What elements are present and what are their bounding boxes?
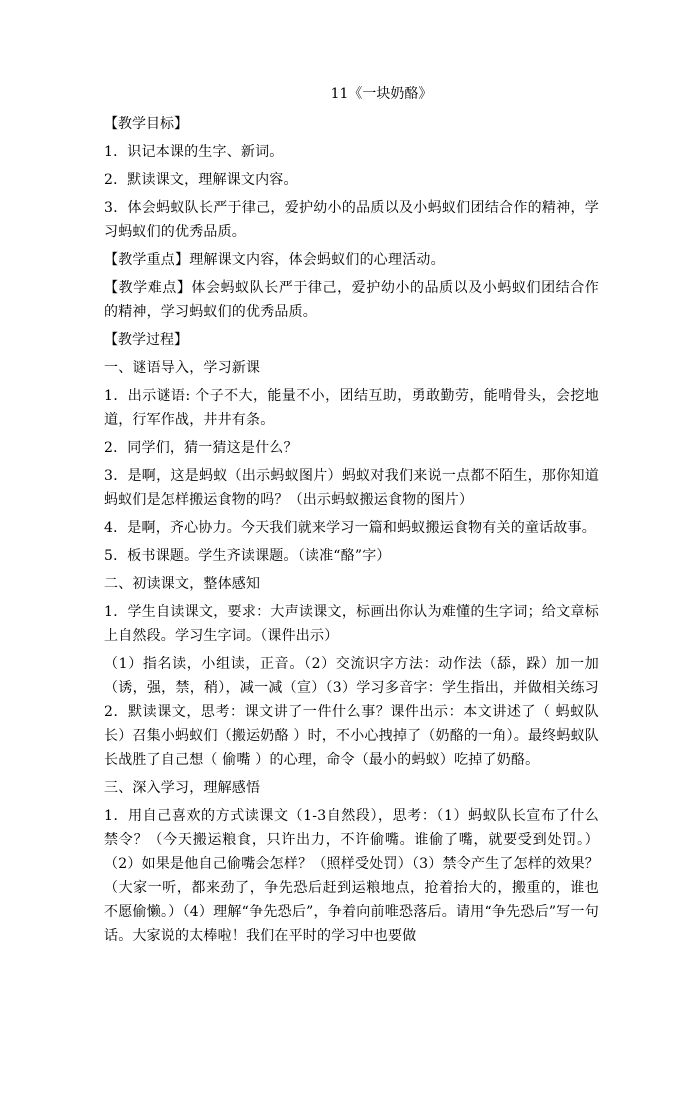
- paragraph: 2．同学们，猜一猜这是什么？: [104, 440, 298, 456]
- document-body: [104, 84, 599, 952]
- paragraph: 4．是啊，齐心协力。今天我们就来学习一篇和蚂蚁搬运食物有关的童话故事。: [104, 520, 596, 536]
- subsection-heading: 一、谜语导入，学习新课: [104, 360, 261, 376]
- paragraph: 5．板书课题。学生齐读课题。（读准“酪”字）: [104, 548, 391, 564]
- paragraph: 1．用自己喜欢的方式读课文（1-3自然段），思考：（1）蚂蚁队长宣布了什么禁令？（今天搬运粮食，只许出力，不许偷嘴。谁偷了嘴，就要受到处罚。）（2）如果是他自己偷嘴会怎样？（照样受处罚）（3）禁令产生了怎样的效果？（大家一听，都来劲了，争先恐后赶到运粮地点，抢着抬大的，搬重的，谁也不愿偷懒。）（4）理解“争先恐后”，争着向前唯恐落后。请用“争先恐后”写一句话。大家说的太棒啦！我们在平时的学习中也要做: [104, 808, 599, 944]
- paragraph: （1）指名读，小组读，正音。（2）交流识字方法：动作法（舔，跺）加一加（诱，强，禁，稍），减一减（宣）（3）学习多音字：学生指出，并做相关练习 2．默读课文，思考：课文讲了一件什么事？课件出示：本文讲述了（ 蚂蚁队长）召集小蚂蚁们（搬运奶酪 ）时，不小心拽掉了（奶酪的一角）。最终蚂蚁队长战胜了自己想（ 偷嘴 ）的心理，命令（最小的蚂蚁）吃掉了奶酪。: [104, 656, 599, 768]
- paragraph-difficulty: 【教学难点】体会蚂蚁队长严于律己，爱护幼小的品质以及小蚂蚁们团结合作的精神，学习蚂蚁们的优秀品质。: [104, 280, 599, 320]
- paragraph: 3．体会蚂蚁队长严于律己，爱护幼小的品质以及小蚂蚁们团结合作的精神，学习蚂蚁们的优秀品质。: [104, 200, 599, 240]
- paragraph-key-point: 【教学重点】理解课文内容，体会蚂蚁们的心理活动。: [104, 252, 445, 268]
- paragraph: 2．默读课文，理解课文内容。: [104, 172, 298, 188]
- section-heading-goals: 【教学目标】: [104, 116, 188, 132]
- document-title: 11《一块奶酪》: [330, 86, 433, 102]
- paragraph: 3．是啊，这是蚂蚁（出示蚂蚁图片）蚂蚁对我们来说一点都不陌生，那你知道蚂蚁们是怎样搬运食物的吗？（出示蚂蚁搬运食物的图片）: [104, 468, 599, 508]
- subsection-heading: 三、深入学习，理解感悟: [104, 780, 261, 796]
- paragraph: 1．学生自读课文，要求：大声读课文，标画出你认为难懂的生字词；给文章标上自然段。学习生字词。（课件出示）: [104, 604, 599, 644]
- paragraph: 1．识记本课的生字、新词。: [104, 144, 284, 160]
- section-heading-process: 【教学过程】: [104, 332, 188, 348]
- paragraph: 1．出示谜语: 个子不大，能量不小，团结互助，勇敢勤劳，能啃骨头，会挖地道，行军作战，井井有条。: [104, 388, 599, 428]
- subsection-heading: 二、初读课文，整体感知: [104, 576, 261, 592]
